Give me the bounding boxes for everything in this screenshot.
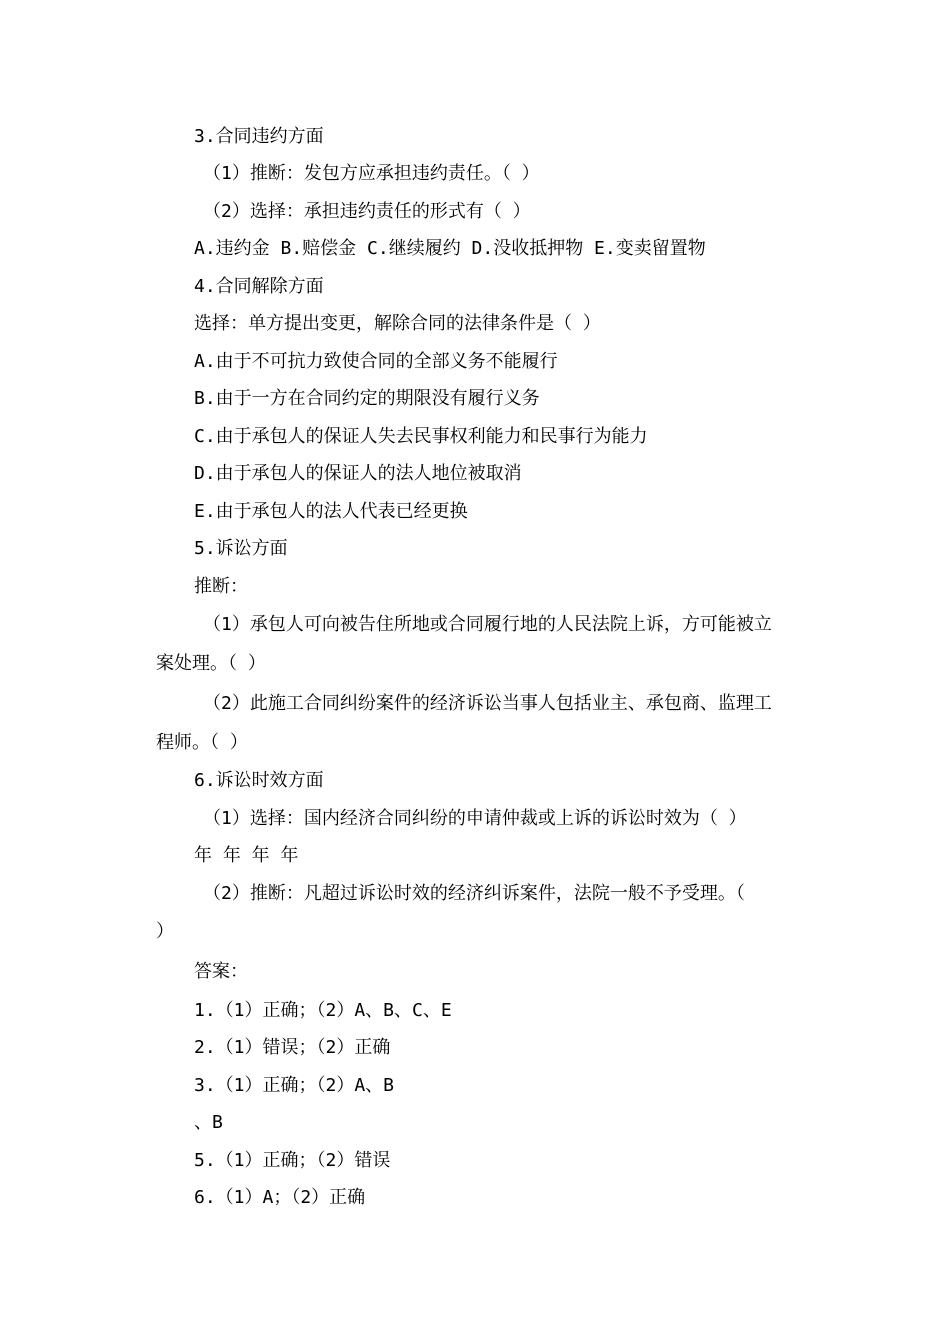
judgement-label: 推断： xyxy=(194,576,248,597)
section-heading-termination: 4.合同解除方面 xyxy=(194,276,324,297)
question-3-2: （2）选择：承担违约责任的形式有（ ） xyxy=(203,201,531,222)
answer-4-fragment: 、B xyxy=(194,1112,223,1133)
answer-1: 1.（1）正确；（2）A、B、C、E xyxy=(194,1000,452,1021)
section-heading-litigation: 5.诉讼方面 xyxy=(194,538,288,559)
question-5-2-line-2: 程师。（ ） xyxy=(156,732,248,753)
section-heading-breach: 3.合同违约方面 xyxy=(194,126,324,147)
answer-2: 2.（1）错误；（2）正确 xyxy=(194,1037,391,1058)
option-4-a: A.由于不可抗力致使合同的全部义务不能履行 xyxy=(194,351,558,372)
question-6-1: （1）选择：国内经济合同纠纷的申请仲裁或上诉的诉讼时效为（ ） xyxy=(203,808,747,829)
section-heading-limitation: 6.诉讼时效方面 xyxy=(194,770,324,791)
options-6-1: 年 年 年 年 xyxy=(194,845,299,866)
question-5-1-line-2: 案处理。（ ） xyxy=(156,653,266,674)
question-6-2-line-1: （2）推断：凡超过诉讼时效的经济纠诉案件，法院一般不予受理。（ xyxy=(203,883,745,904)
option-4-d: D.由于承包人的保证人的法人地位被取消 xyxy=(194,463,522,484)
option-4-e: E.由于承包人的法人代表已经更换 xyxy=(194,501,468,522)
question-6-2-line-2: ） xyxy=(156,921,174,942)
option-4-c: C.由于承包人的保证人失去民事权利能力和民事行为能力 xyxy=(194,426,648,447)
question-5-1-line-1: （1）承包人可向被告住所地或合同履行地的人民法院上诉，方可能被立 xyxy=(203,614,772,635)
option-4-b: B.由于一方在合同约定的期限没有履行义务 xyxy=(194,388,540,409)
answer-5: 5.（1）正确；（2）错误 xyxy=(194,1150,391,1171)
answer-3: 3.（1）正确；（2）A、B xyxy=(194,1075,395,1096)
answers-heading: 答案： xyxy=(194,961,248,982)
answer-6: 6.（1）A；（2）正确 xyxy=(194,1187,366,1208)
question-3-1: （1）推断：发包方应承担违约责任。（ ） xyxy=(203,163,540,184)
question-5-2-line-1: （2）此施工合同纠纷案件的经济诉讼当事人包括业主、承包商、监理工 xyxy=(203,693,772,714)
options-3-2: A.违约金 B.赔偿金 C.继续履约 D.没收抵押物 E.变卖留置物 xyxy=(194,238,706,259)
question-4: 选择：单方提出变更，解除合同的法律条件是（ ） xyxy=(194,313,601,334)
